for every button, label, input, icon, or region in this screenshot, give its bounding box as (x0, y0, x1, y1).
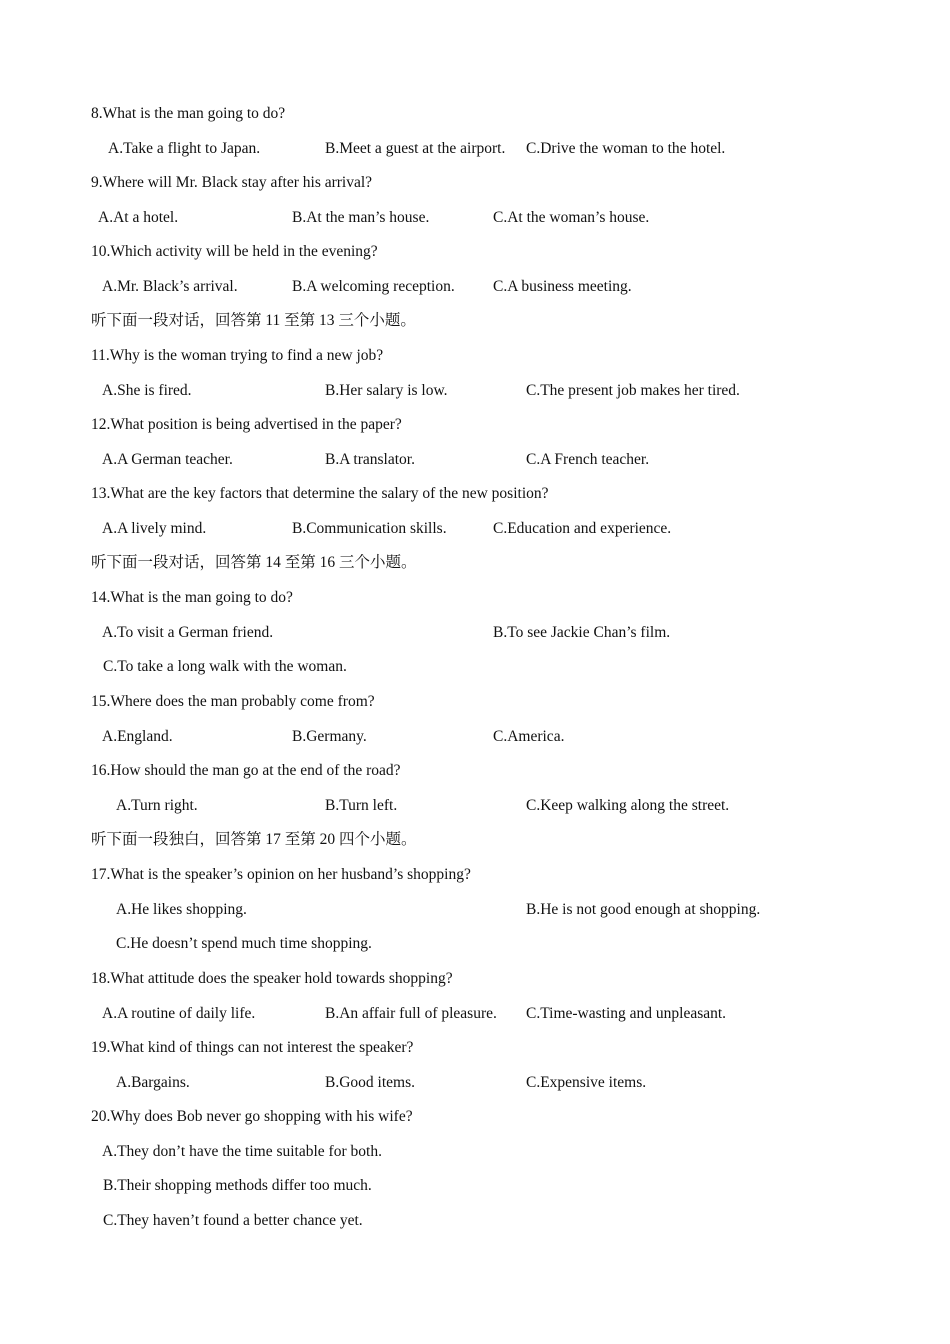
option-c: C.Keep walking along the street. (526, 797, 730, 814)
option-c: C.Drive the woman to the hotel. (526, 140, 726, 157)
options-line (0, 1073, 950, 1107)
option-b: B.A welcoming reception. (292, 278, 455, 295)
option-c: C.America. (493, 728, 565, 745)
option-a: A.At a hotel. (98, 209, 179, 226)
question-line (0, 588, 950, 622)
options-line (0, 623, 950, 657)
option-a: A.Mr. Black’s arrival. (102, 278, 238, 295)
question-line (0, 865, 950, 899)
options-line (0, 727, 950, 761)
question-text: 16.How should the man go at the end of the road? (91, 762, 401, 779)
option-c: C.Education and experience. (493, 520, 672, 537)
option-a: A.A lively mind. (102, 520, 207, 537)
option-c: C.To take a long walk with the woman. (103, 658, 347, 675)
question-text: 14.What is the man going to do? (91, 589, 293, 606)
options-line (0, 519, 950, 553)
option-a: A.They don’t have the time suitable for both. (102, 1143, 382, 1160)
section-text: 听下面一段独白，回答第 17 至第 20 四个小题。 (91, 831, 417, 848)
option-b: B.Communication skills. (292, 520, 447, 537)
question-text: 13.What are the key factors that determine the salary of the new position? (91, 485, 549, 502)
options-line (0, 277, 950, 311)
option-c: C.They haven’t found a better chance yet. (103, 1212, 363, 1229)
option-a: A.He likes shopping. (116, 901, 247, 918)
section-text: 听下面一段对话，回答第 14 至第 16 三个小题。 (91, 554, 417, 571)
question-text: 8.What is the man going to do? (91, 105, 286, 122)
option-b: B.He is not good enough at shopping. (526, 901, 761, 918)
option-b: B.At the man’s house. (292, 209, 430, 226)
option-b: B.To see Jackie Chan’s film. (493, 624, 671, 641)
option-c: C.Expensive items. (526, 1074, 647, 1091)
options-line (0, 657, 950, 691)
option-b: B.A translator. (325, 451, 415, 468)
options-line (0, 381, 950, 415)
options-line (0, 1211, 950, 1245)
option-a: A.To visit a German friend. (102, 624, 274, 641)
section-instruction (0, 830, 950, 864)
question-line (0, 104, 950, 138)
question-line (0, 484, 950, 518)
question-text: 9.Where will Mr. Black stay after his arrival? (91, 174, 373, 191)
question-text: 10.Which activity will be held in the evening? (91, 243, 378, 260)
option-a: A.She is fired. (102, 382, 192, 399)
option-b: B.Good items. (325, 1074, 415, 1091)
question-line (0, 761, 950, 795)
question-line (0, 173, 950, 207)
question-text: 11.Why is the woman trying to find a new job? (91, 347, 384, 364)
option-b: B.Her salary is low. (325, 382, 448, 399)
option-c: C.He doesn’t spend much time shopping. (116, 935, 372, 952)
options-line (0, 450, 950, 484)
option-c: C.Time-wasting and unpleasant. (526, 1005, 727, 1022)
question-text: 19.What kind of things can not interest the speaker? (91, 1039, 414, 1056)
options-line (0, 1004, 950, 1038)
options-line (0, 796, 950, 830)
option-b: B.An affair full of pleasure. (325, 1005, 497, 1022)
question-line (0, 1038, 950, 1072)
option-c: C.The present job makes her tired. (526, 382, 740, 399)
question-text: 12.What position is being advertised in the paper? (91, 416, 402, 433)
question-line (0, 346, 950, 380)
option-b: B.Meet a guest at the airport. (325, 140, 506, 157)
option-a: A.A routine of daily life. (102, 1005, 256, 1022)
option-a: A.A German teacher. (102, 451, 233, 468)
option-a: A.Bargains. (116, 1074, 190, 1091)
option-c: C.A business meeting. (493, 278, 632, 295)
question-text: 20.Why does Bob never go shopping with his wife? (91, 1108, 413, 1125)
option-c: C.At the woman’s house. (493, 209, 650, 226)
option-a: A.England. (102, 728, 173, 745)
options-line (0, 1176, 950, 1210)
options-line (0, 208, 950, 242)
option-b: B.Germany. (292, 728, 367, 745)
section-text: 听下面一段对话，回答第 11 至第 13 三个小题。 (91, 312, 416, 329)
section-instruction (0, 311, 950, 345)
option-b: B.Turn left. (325, 797, 398, 814)
options-line (0, 900, 950, 934)
question-line (0, 415, 950, 449)
options-line (0, 139, 950, 173)
options-line (0, 934, 950, 968)
question-text: 15.Where does the man probably come from? (91, 693, 375, 710)
question-line (0, 969, 950, 1003)
option-c: C.A French teacher. (526, 451, 650, 468)
section-instruction (0, 553, 950, 587)
option-b: B.Their shopping methods differ too much. (103, 1177, 372, 1194)
question-line (0, 692, 950, 726)
question-text: 17.What is the speaker’s opinion on her husband’s shopping? (91, 866, 471, 883)
option-a: A.Take a flight to Japan. (108, 140, 261, 157)
options-line (0, 1142, 950, 1176)
question-text: 18.What attitude does the speaker hold towards shopping? (91, 970, 453, 987)
question-line (0, 1107, 950, 1141)
question-line (0, 242, 950, 276)
option-a: A.Turn right. (116, 797, 198, 814)
